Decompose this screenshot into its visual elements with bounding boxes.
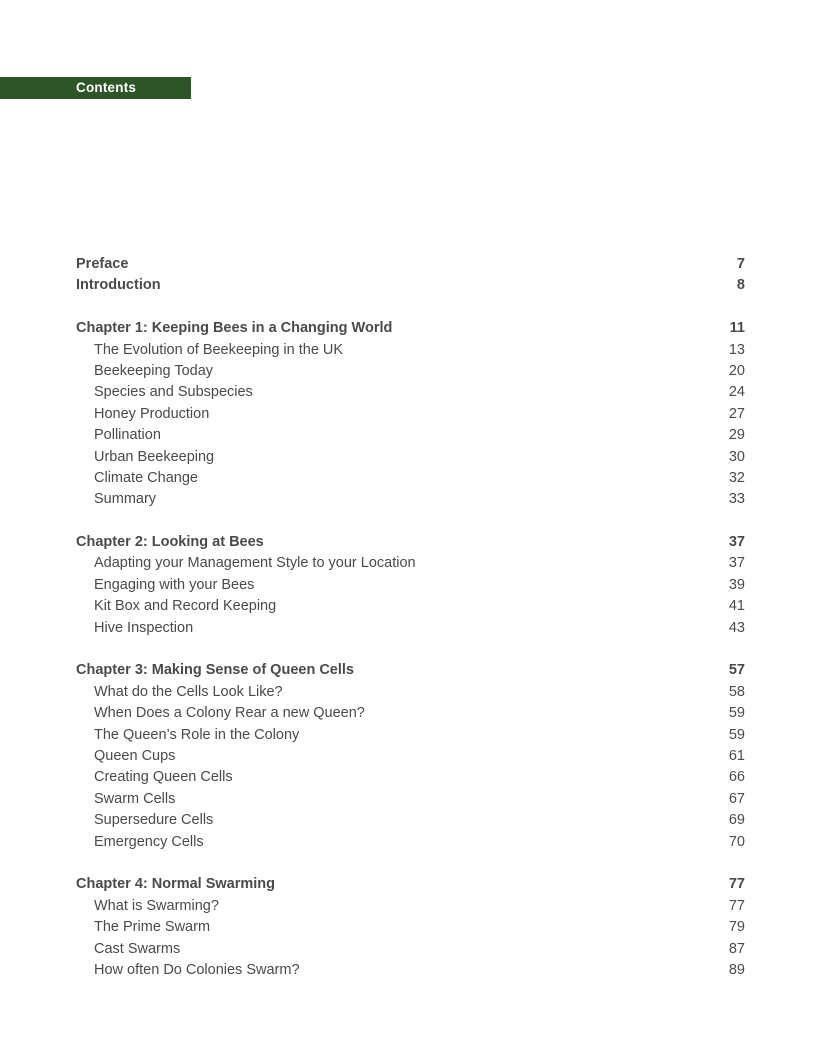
section-entry[interactable] (76, 361, 745, 382)
chapter-entry-title: Chapter 3: Making Sense of Queen Cells (76, 662, 354, 679)
section-entry[interactable] (76, 382, 745, 403)
section-entry-page-number: 39 (728, 576, 745, 593)
section-entry[interactable] (76, 575, 745, 596)
section-entry-title: The Queen’s Role in the Colony (94, 726, 300, 743)
chapter-entry[interactable] (76, 874, 745, 895)
section-entry-title: Engaging with your Bees (94, 576, 255, 593)
section-entry[interactable] (76, 810, 745, 831)
section-entry-title: When Does a Colony Rear a new Queen? (94, 705, 365, 722)
section-entry[interactable] (76, 553, 745, 574)
chapter-entry[interactable] (76, 660, 745, 681)
front-matter-entry[interactable] (76, 275, 745, 296)
section-entry-page-number: 30 (728, 448, 745, 465)
section-entry[interactable] (76, 832, 745, 853)
chapter-entry-page-number: 57 (728, 662, 745, 679)
section-entry-title: What do the Cells Look Like? (94, 683, 283, 700)
front-matter-entry-title: Introduction (76, 277, 161, 294)
front-matter-entry-title: Preface (76, 256, 129, 272)
section-entry-title: Supersedure Cells (94, 812, 214, 829)
section-entry-title: Creating Queen Cells (94, 769, 233, 786)
chapter-entry[interactable] (76, 318, 745, 339)
section-entry[interactable] (76, 468, 745, 489)
section-entry[interactable] (76, 725, 745, 746)
section-entry-page-number: 70 (728, 833, 745, 850)
front-matter-entry-page-number: 8 (736, 277, 745, 294)
section-entry-page-number: 87 (728, 940, 745, 957)
section-entry[interactable] (76, 489, 745, 510)
section-entry-page-number: 33 (728, 491, 745, 508)
section-entry-page-number: 79 (728, 919, 745, 936)
section-entry-title: Cast Swarms (94, 940, 181, 957)
section-entry[interactable] (76, 682, 745, 703)
section-entry-page-number: 77 (728, 897, 745, 914)
section-entry[interactable] (76, 425, 745, 446)
section-entry[interactable] (76, 939, 745, 960)
section-entry[interactable] (76, 746, 745, 767)
section-entry[interactable] (76, 767, 745, 788)
section-entry[interactable] (76, 404, 745, 425)
page-title: Contents (76, 80, 137, 95)
chapter-entry-page-number: 77 (728, 876, 745, 893)
section-entry-title: Hive Inspection (94, 619, 194, 636)
section-entry-title: Emergency Cells (94, 833, 204, 850)
spacer (76, 853, 745, 874)
section-entry-page-number: 27 (728, 405, 745, 422)
section-entry-page-number: 58 (728, 683, 745, 700)
chapter-entry-title: Chapter 2: Looking at Bees (76, 534, 264, 551)
section-entry-page-number: 13 (728, 341, 745, 358)
section-entry[interactable] (76, 618, 745, 639)
section-entry[interactable] (76, 703, 745, 724)
section-entry-page-number: 59 (728, 705, 745, 722)
section-entry-title: Pollination (94, 427, 161, 444)
table-of-contents (76, 254, 745, 981)
section-entry-page-number: 61 (728, 747, 745, 764)
section-entry-page-number: 37 (728, 555, 745, 572)
section-entry-title: Honey Production (94, 405, 210, 422)
section-entry-page-number: 43 (728, 619, 745, 636)
section-entry-page-number: 89 (728, 961, 745, 978)
section-entry-page-number: 59 (728, 726, 745, 743)
chapter-entry-title: Chapter 4: Normal Swarming (76, 876, 276, 893)
spacer (76, 511, 745, 532)
section-entry-page-number: 32 (728, 469, 745, 486)
front-matter-entry[interactable] (76, 254, 745, 275)
section-entry-page-number: 41 (728, 598, 745, 615)
section-entry-page-number: 67 (728, 790, 745, 807)
section-entry-page-number: 20 (728, 362, 745, 379)
section-entry-title: Swarm Cells (94, 790, 176, 807)
front-matter-entry-page-number: 7 (736, 256, 745, 272)
section-entry[interactable] (76, 917, 745, 938)
section-entry-title: Species and Subspecies (94, 384, 253, 401)
section-entry-page-number: 24 (728, 384, 745, 401)
spacer (76, 639, 745, 660)
section-entry[interactable] (76, 596, 745, 617)
section-entry-title: Queen Cups (94, 747, 176, 764)
section-entry[interactable] (76, 447, 745, 468)
section-entry-title: Kit Box and Record Keeping (94, 598, 277, 615)
section-entry-title: Summary (94, 491, 157, 508)
chapter-entry-title: Chapter 1: Keeping Bees in a Changing World (76, 320, 393, 337)
section-entry-title: The Prime Swarm (94, 919, 211, 936)
contents-header-band (0, 77, 191, 99)
chapter-entry-page-number: 11 (729, 320, 745, 337)
section-entry-title: Beekeeping Today (94, 362, 214, 379)
chapter-entry[interactable] (76, 532, 745, 553)
section-entry-title: Adapting your Management Style to your Location (94, 555, 416, 572)
chapter-entry-page-number: 37 (728, 534, 745, 551)
section-entry-page-number: 29 (728, 427, 745, 444)
section-entry[interactable] (76, 960, 745, 981)
section-entry-page-number: 69 (728, 812, 745, 829)
section-entry[interactable] (76, 340, 745, 361)
section-entry-title: Urban Beekeeping (94, 448, 215, 465)
section-entry-title: The Evolution of Beekeeping in the UK (94, 341, 344, 358)
section-entry-title: How often Do Colonies Swarm? (94, 961, 300, 978)
section-entry[interactable] (76, 896, 745, 917)
section-entry-title: Climate Change (94, 469, 198, 486)
section-entry[interactable] (76, 789, 745, 810)
section-entry-title: What is Swarming? (94, 897, 219, 914)
section-entry-page-number: 66 (728, 769, 745, 786)
spacer (76, 297, 745, 318)
